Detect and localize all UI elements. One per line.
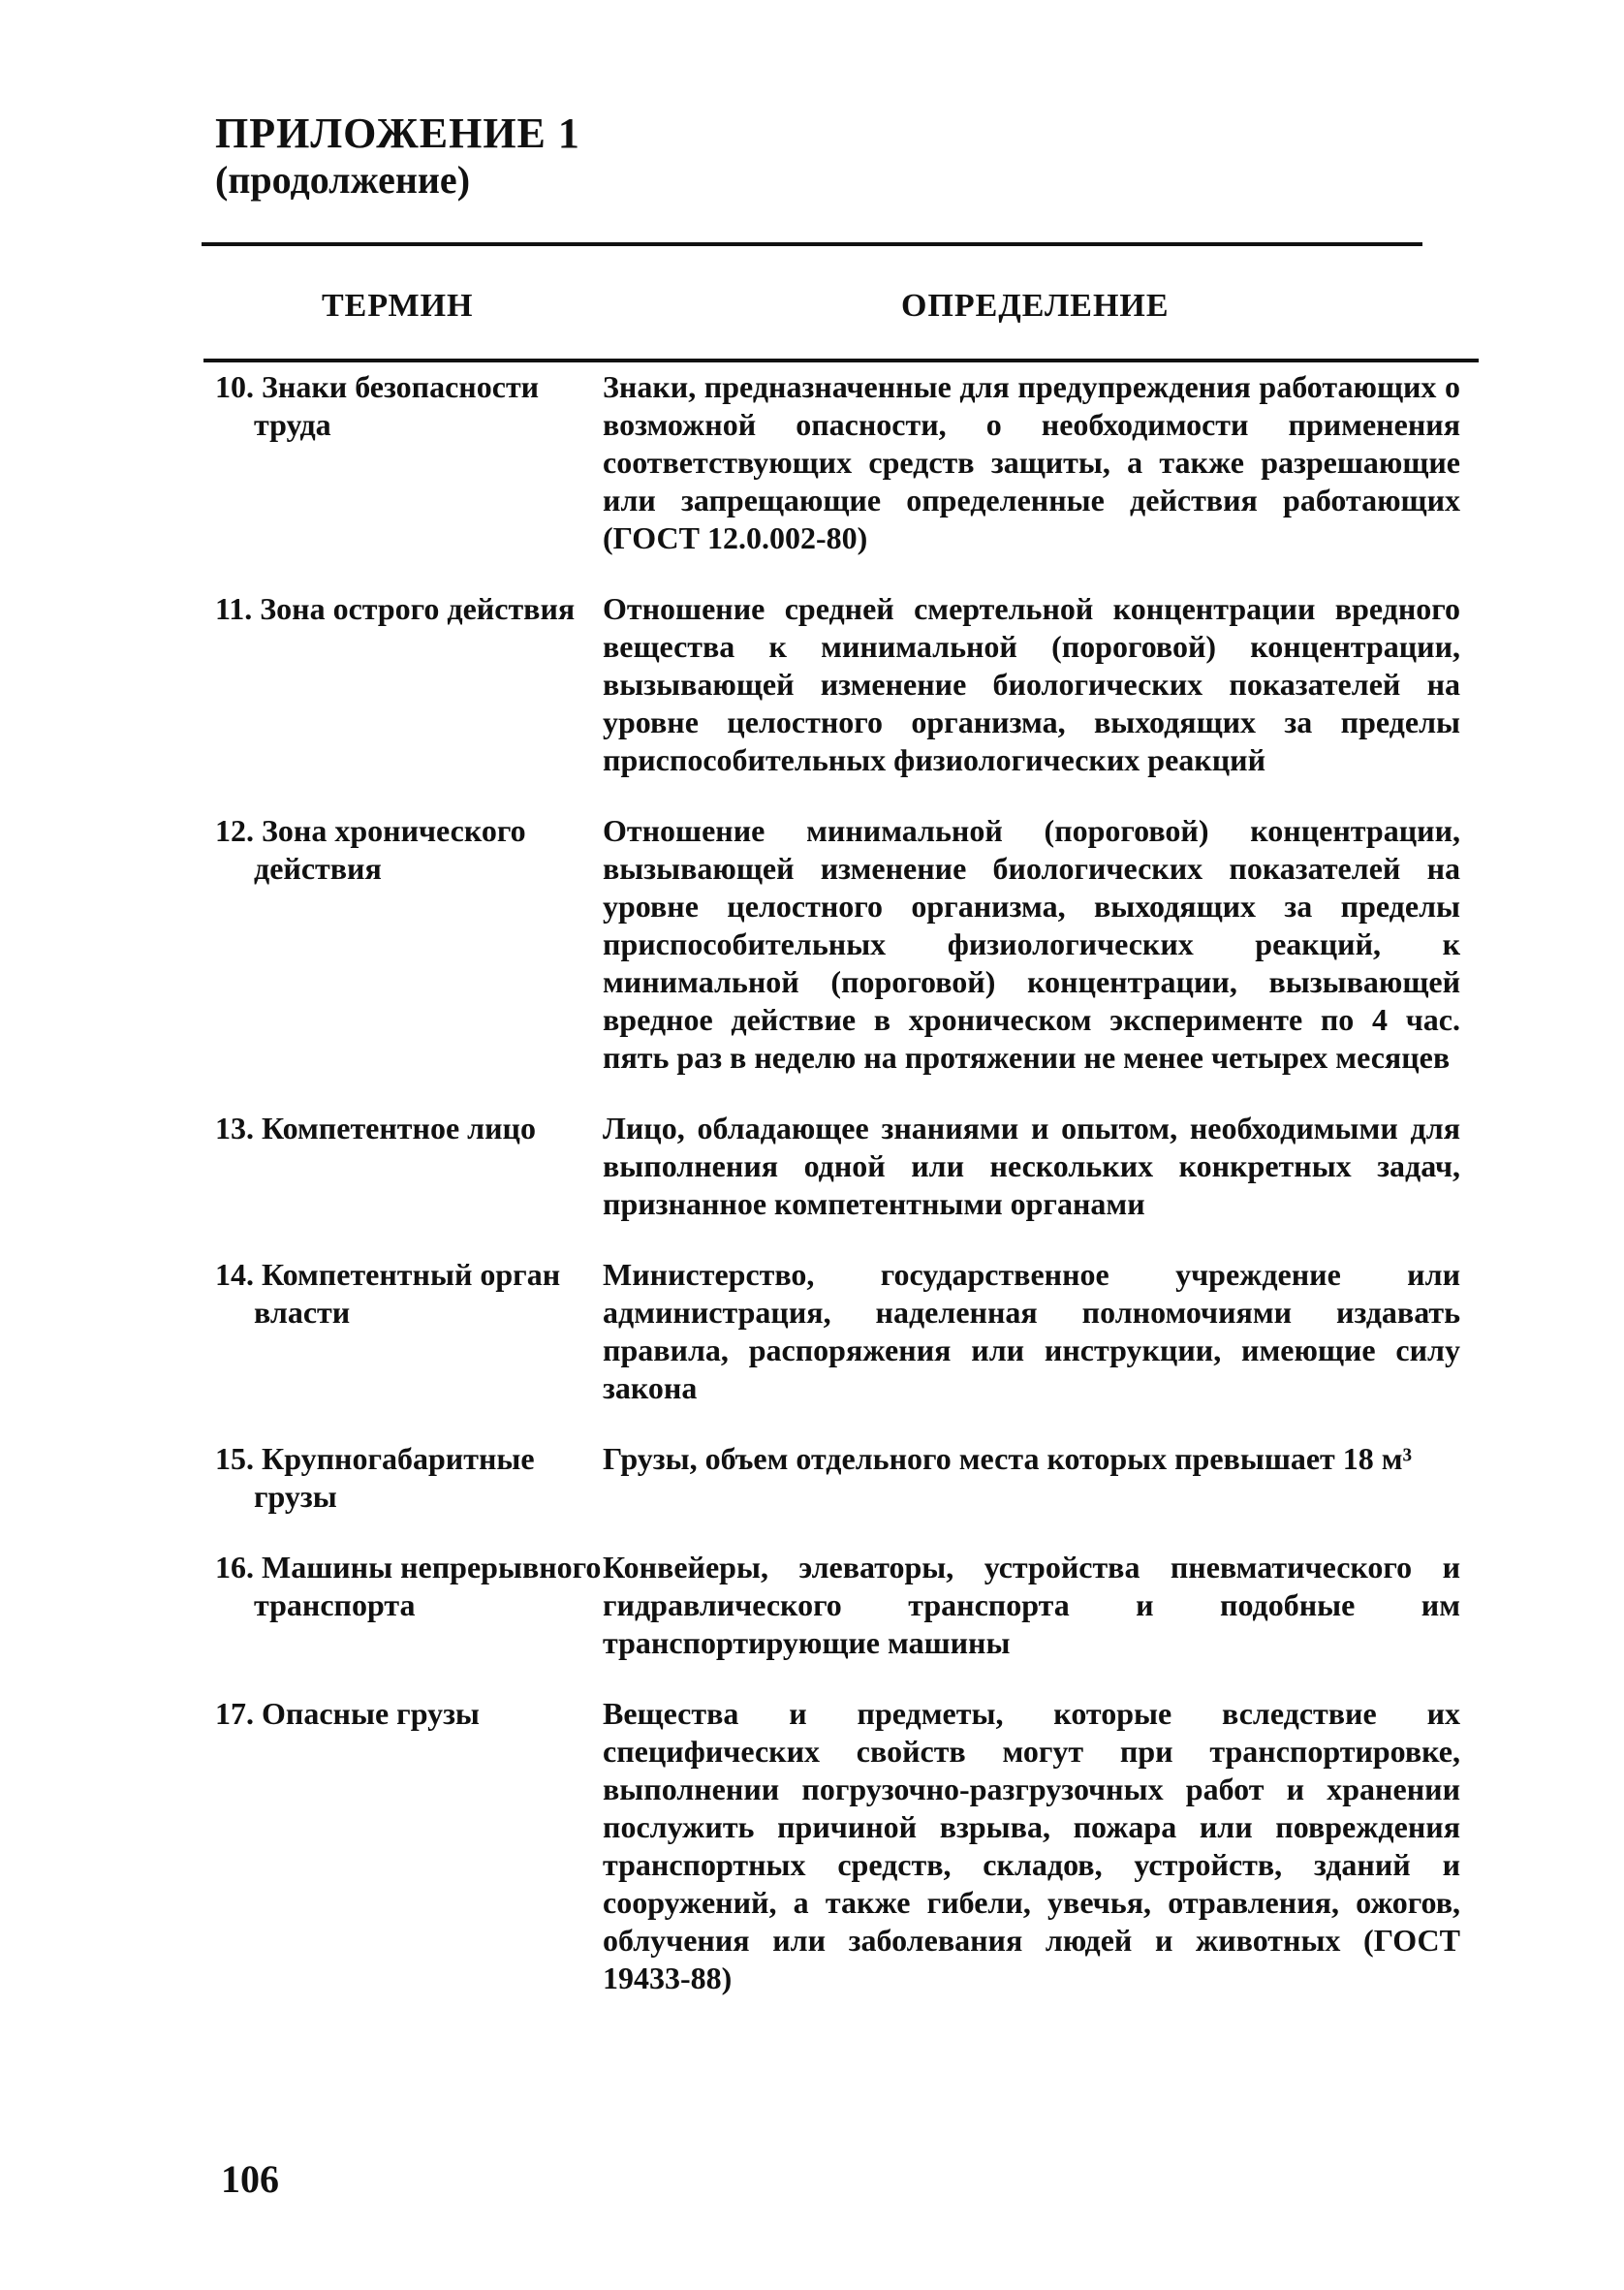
- definition: Отношение минимальной (пороговой) концентрации, вызывающей изменение биологических показателей на уровне целостного организма, выходящих за пределы приспособительных физиологических реакций, к минимальной (пороговой) концентрации, вызывающей вредное действие в хроническом эксперименте по 4 час. пять раз в неделю на протяжении не менее четырех месяцев: [603, 813, 1460, 1075]
- table-row: [215, 1549, 1475, 1662]
- appendix-title: ПРИЛОЖЕНИЕ 1: [215, 110, 580, 157]
- table-row: [215, 590, 1475, 779]
- term: 11. Зона острого действия: [215, 591, 576, 626]
- table-row: [215, 368, 1475, 557]
- page-number: 106: [221, 2157, 279, 2201]
- definition: Лицо, обладающее знаниями и опытом, необходимыми для выполнения одной или нескольких конкретных задач, признанное компетентными органами: [603, 1111, 1460, 1221]
- term: 10. Знаки безопасности труда: [215, 369, 540, 442]
- definition: Грузы, объем отдельного места которых превышает 18 м³: [603, 1441, 1413, 1476]
- definition: Вещества и предметы, которые вследствие их специфических свойств могут при транспортировке, выполнении погрузочно-разгрузочных работ и хранении послужить причиной взрыва, пожара или повреждения транспортных средств, складов, устройств, зданий и сооружений, а также гибели, увечья, отравления, ожогов, облучения или заболевания людей и животных (ГОСТ 19433-88): [603, 1696, 1460, 1995]
- definition: Конвейеры, элеваторы, устройства пневматического и гидравлического транспорта и подобные им транспортирующие машины: [603, 1550, 1460, 1660]
- table-row: [215, 1695, 1475, 1997]
- column-header-definition: ОПРЕДЕЛЕНИЕ: [901, 288, 1170, 324]
- table-row: [215, 1256, 1475, 1407]
- table-row: [215, 1110, 1475, 1223]
- table-row: [215, 812, 1475, 1077]
- column-header-term: ТЕРМИН: [322, 288, 474, 324]
- term: 16. Машины непрерывного транспорта: [215, 1550, 602, 1622]
- header-rule: [203, 359, 1479, 362]
- term: 17. Опасные грузы: [215, 1696, 480, 1731]
- appendix-subtitle: (продолжение): [215, 158, 471, 202]
- definition: Отношение средней смертельной концентрации вредного вещества к минимальной (пороговой) концентрации, вызывающей изменение биологических показателей на уровне целостного организма, выходящих за пределы приспособительных физиологических реакций: [603, 591, 1460, 777]
- table-row: [215, 1440, 1475, 1516]
- definition: Знаки, предназначенные для предупреждения работающих о возможной опасности, о необходимости применения соответствующих средств защиты, а также разрешающие или запрещающие определенные действия работающих (ГОСТ 12.0.002-80): [603, 369, 1460, 555]
- term: 14. Компетентный орган власти: [215, 1257, 561, 1330]
- term: 15. Крупногабаритные грузы: [215, 1441, 535, 1514]
- definition: Министерство, государственное учреждение или администрация, наделенная полномочиями издавать правила, распоряжения или инструкции, имеющие силу закона: [603, 1257, 1460, 1405]
- terms-table: [215, 368, 1475, 2030]
- term: 12. Зона хронического действия: [215, 813, 526, 886]
- term: 13. Компетентное лицо: [215, 1111, 536, 1145]
- top-rule: [202, 242, 1422, 246]
